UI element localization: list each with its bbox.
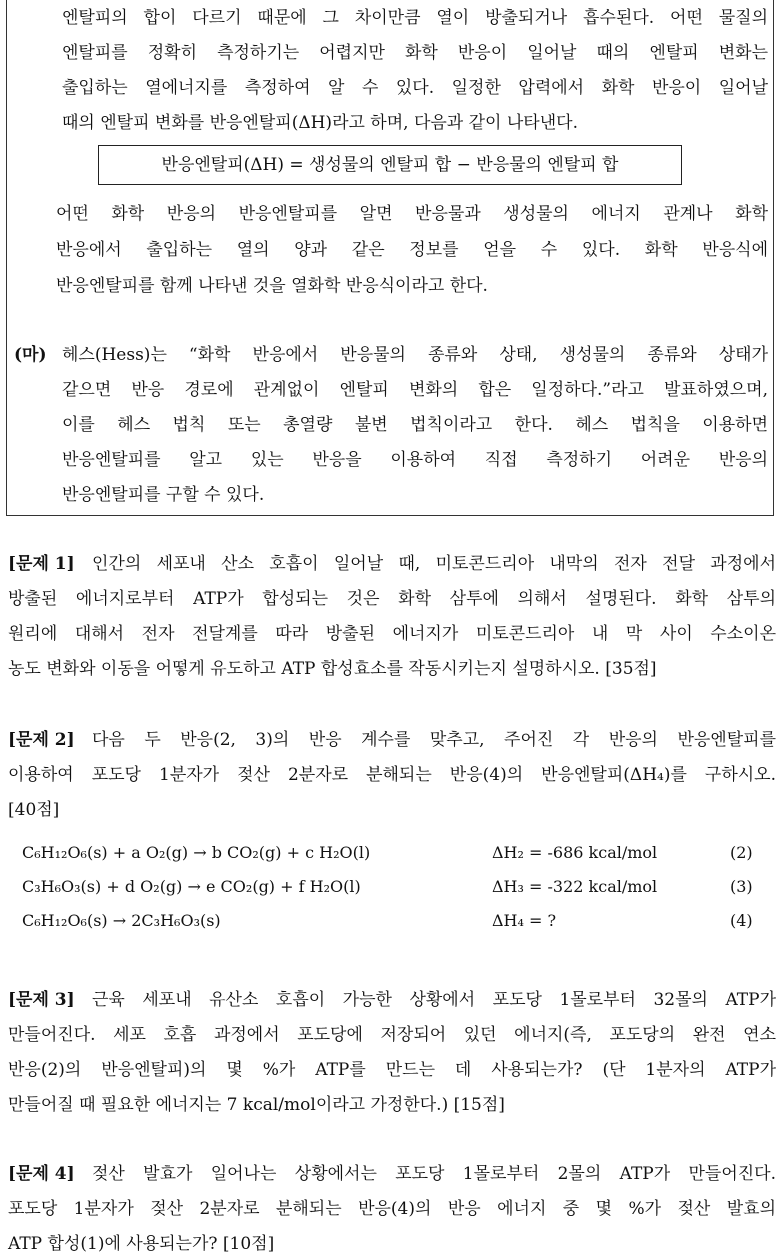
equation-2-number: (2) — [730, 843, 753, 862]
question-4-line: ATP 합성(1)에 사용되는가? [10점] — [8, 1234, 275, 1254]
excerpt-line: 엔탈피를 정확히 측정하기는 어렵지만 화학 반응이 일어날 때의 엔탈피 변화는 — [62, 43, 768, 63]
hess-line: 반응엔탈피를 구할 수 있다. — [62, 485, 265, 505]
equation-4: C₆H₁₂O₆(s) → 2C₃H₆O₃(s) — [22, 911, 221, 930]
hess-line: 같으면 반응 경로에 관계없이 엔탈피 변화의 합은 일정하다.”라고 발표하였으며, — [62, 380, 768, 400]
question-4-line: 젖산 발효가 일어나는 상황에서는 포도당 1몰로부터 2몰의 ATP가 만들어진다. — [92, 1164, 776, 1184]
equation-2-enthalpy: ΔH₂ = -686 kcal/mol — [492, 843, 658, 862]
equation-3-enthalpy: ΔH₃ = -322 kcal/mol — [492, 877, 658, 896]
question-3-line: 만들어진다. 세포 호흡 과정에서 포도당에 저장되어 있던 에너지(즉, 포도당의 완전 연소 — [8, 1025, 776, 1045]
hess-line: 헤스(Hess)는 “화학 반응에서 반응물의 종류와 상태, 생성물의 종류와 상태가 — [62, 345, 768, 365]
question-2-line: [40점] — [8, 800, 60, 820]
question-1-line: 원리에 대해서 전자 전달계를 따라 방출된 에너지가 미토콘드리아 내 막 사이 수소이온 — [8, 624, 776, 644]
excerpt-line: 반응엔탈피를 함께 나타낸 것을 열화학 반응식이라고 한다. — [56, 276, 488, 296]
question-2-line: 이용하여 포도당 1분자가 젖산 2분자로 분해되는 반응(4)의 반응엔탈피(ΔH₄)를 구하시오. — [8, 765, 776, 785]
enthalpy-formula-box — [98, 145, 682, 185]
excerpt-line: 엔탈피의 합이 다르기 때문에 그 차이만큼 열이 방출되거나 흡수된다. 어떤 물질의 — [62, 8, 768, 28]
hess-line: 이를 헤스 법칙 또는 총열량 불변 법칙이라고 한다. 헤스 법칙을 이용하면 — [62, 415, 768, 435]
question-3-line: 만들어질 때 필요한 에너지는 7 kcal/mol이라고 가정한다.) [15점] — [8, 1095, 505, 1115]
question-3-line: 근육 세포내 유산소 호흡이 가능한 상황에서 포도당 1몰로부터 32몰의 ATP가 — [92, 990, 776, 1010]
question-4-line: 포도당 1분자가 젖산 2분자로 분해되는 반응(4)의 반응 에너지 중 몇 %가 젖산 발효의 — [8, 1199, 776, 1219]
question-3-label: [문제 3] — [8, 990, 75, 1010]
equation-3: C₃H₆O₃(s) + d O₂(g) → e CO₂(g) + f H₂O(l) — [22, 877, 361, 896]
question-1-line: 방출된 에너지로부터 ATP가 합성되는 것은 화학 삼투에 의해서 설명된다. 화학 삼투의 — [8, 589, 776, 609]
question-1-line: 농도 변화와 이동을 어떻게 유도하고 ATP 합성효소를 작동시키는지 설명하시오. [35점] — [8, 659, 657, 679]
question-3-line: 반응(2)의 반응엔탈피)의 몇 %가 ATP를 만드는 데 사용되는가? (단 1분자의 ATP가 — [8, 1060, 776, 1080]
excerpt-line: 출입하는 열에너지를 측정하여 알 수 있다. 일정한 압력에서 화학 반응이 일어날 — [62, 78, 768, 98]
question-2-line: 다음 두 반응(2, 3)의 반응 계수를 맞추고, 주어진 각 반응의 반응엔탈피를 — [92, 730, 776, 750]
question-2-label: [문제 2] — [8, 730, 75, 750]
equation-4-number: (4) — [730, 911, 753, 930]
equation-4-enthalpy: ΔH₄ = ? — [492, 911, 557, 930]
section-label: (마) — [14, 345, 47, 365]
question-1-line: 인간의 세포내 산소 호흡이 일어날 때, 미토콘드리아 내막의 전자 전달 과정에서 — [92, 554, 776, 574]
question-4-label: [문제 4] — [8, 1164, 75, 1184]
hess-line: 반응엔탈피를 알고 있는 반응을 이용하여 직접 측정하기 어려운 반응의 — [62, 450, 768, 470]
enthalpy-formula: 반응엔탈피(ΔH) = 생성물의 엔탈피 합 − 반응물의 엔탈피 합 — [161, 155, 619, 175]
equation-2: C₆H₁₂O₆(s) + a O₂(g) → b CO₂(g) + c H₂O(l) — [22, 843, 371, 862]
excerpt-line: 어떤 화학 반응의 반응엔탈피를 알면 반응물과 생성물의 에너지 관계나 화학 — [56, 204, 768, 224]
excerpt-line: 때의 엔탈피 변화를 반응엔탈피(ΔH)라고 하며, 다음과 같이 나타낸다. — [62, 113, 578, 133]
equation-3-number: (3) — [730, 877, 753, 896]
question-1-label: [문제 1] — [8, 554, 75, 574]
excerpt-line: 반응에서 출입하는 열의 양과 같은 정보를 얻을 수 있다. 화학 반응식에 — [56, 240, 768, 260]
